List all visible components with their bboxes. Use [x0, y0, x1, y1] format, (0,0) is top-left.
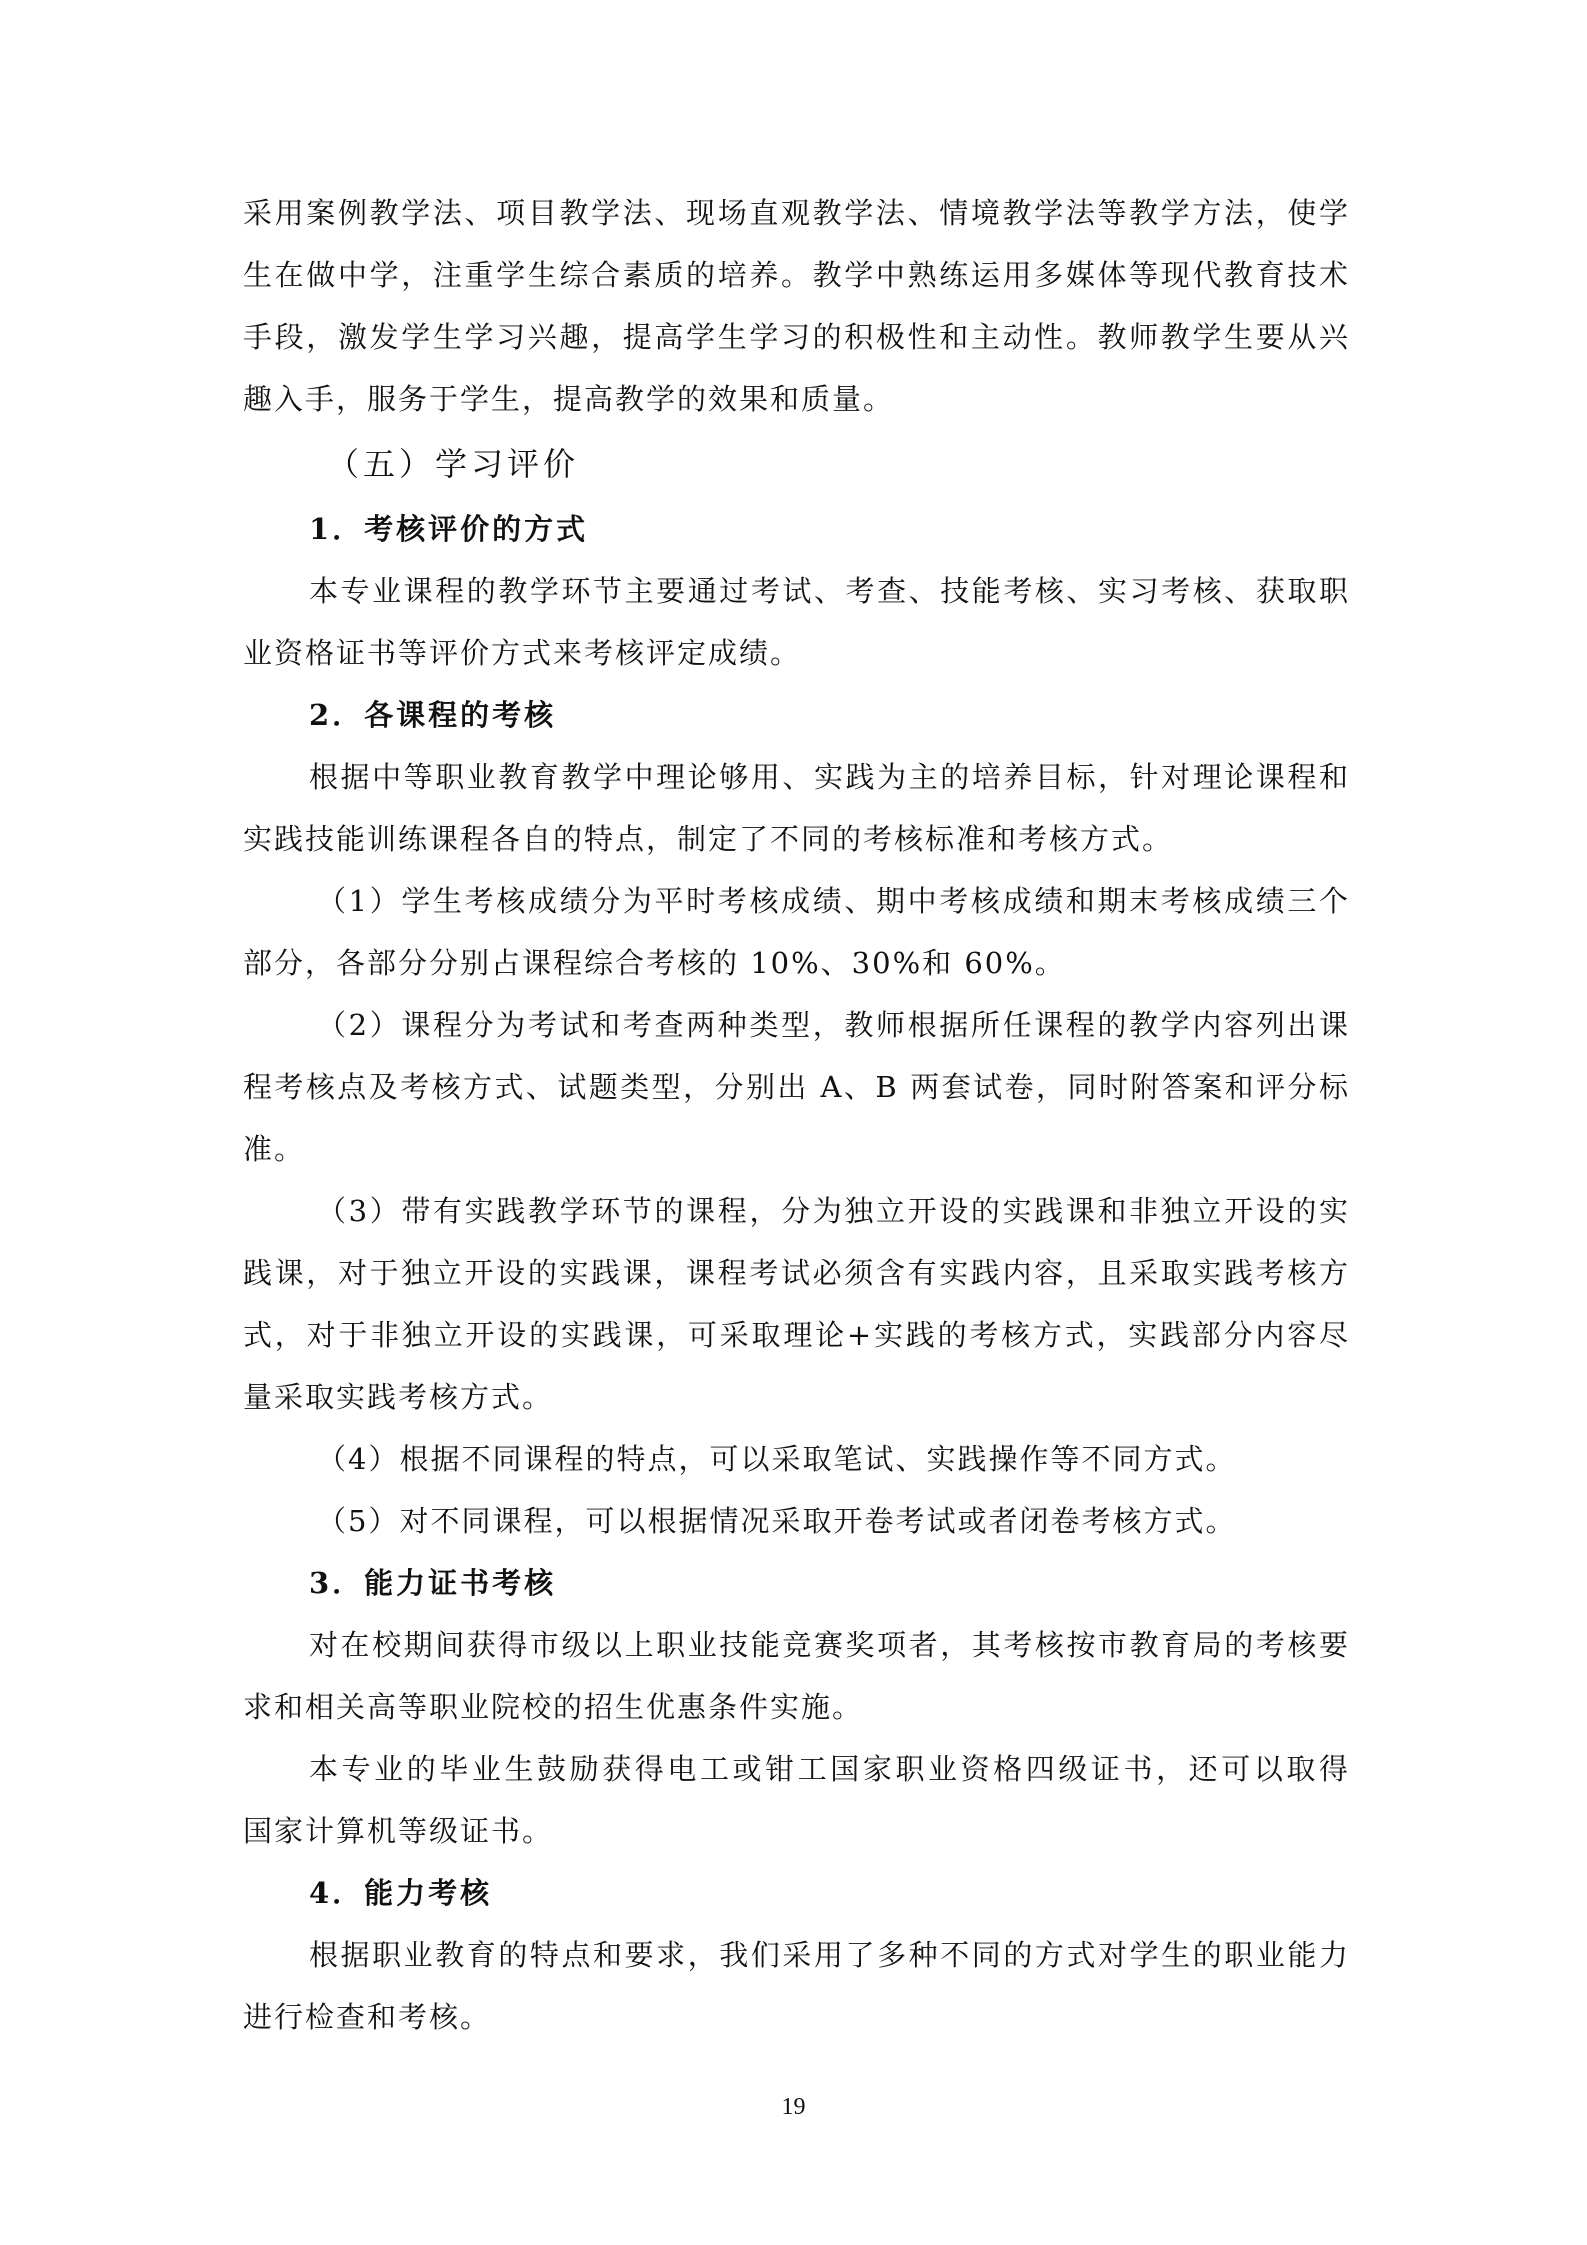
- subsection-heading: 2．各课程的考核: [309, 698, 557, 732]
- subsection-heading: 3．能力证书考核: [309, 1566, 557, 1600]
- text-line: 式，对于非独立开设的实践课，可采取理论+实践的考核方式，实践部分内容尽: [243, 1318, 1350, 1352]
- list-item-line: （1）学生考核成绩分为平时考核成绩、期中考核成绩和期末考核成绩三个: [317, 884, 1350, 918]
- text-line: 国家计算机等级证书。: [243, 1814, 554, 1848]
- text-line: 进行检查和考核。: [243, 2000, 492, 2034]
- text-line: 趣入手，服务于学生，提高教学的效果和质量。: [243, 382, 895, 416]
- subsection-heading: 1．考核评价的方式: [309, 512, 589, 546]
- list-item-line: （3）带有实践教学环节的课程，分为独立开设的实践课和非独立开设的实: [317, 1194, 1350, 1228]
- text-line: 对在校期间获得市级以上职业技能竞赛奖项者，其考核按市教育局的考核要: [309, 1628, 1350, 1662]
- text-line: 求和相关高等职业院校的招生优惠条件实施。: [243, 1690, 864, 1724]
- section-heading: （五）学习评价: [327, 445, 580, 483]
- text-line: 采用案例教学法、项目教学法、现场直观教学法、情境教学法等教学方法，使学: [243, 196, 1350, 230]
- text-line: 业资格证书等评价方式来考核评定成绩。: [243, 636, 802, 670]
- text-line: 准。: [243, 1132, 306, 1166]
- text-line: 本专业的毕业生鼓励获得电工或钳工国家职业资格四级证书，还可以取得: [309, 1752, 1350, 1786]
- text-line: 实践技能训练课程各自的特点，制定了不同的考核标准和考核方式。: [243, 822, 1174, 856]
- text-line: 根据中等职业教育教学中理论够用、实践为主的培养目标，针对理论课程和: [309, 760, 1350, 794]
- text-line: 根据职业教育的特点和要求，我们采用了多种不同的方式对学生的职业能力: [309, 1938, 1350, 1972]
- page-body: [243, 182, 1350, 2048]
- text-line: 程考核点及考核方式、试题类型，分别出 A、B 两套试卷，同时附答案和评分标: [243, 1070, 1350, 1104]
- text-line: 践课，对于独立开设的实践课，课程考试必须含有实践内容，且采取实践考核方: [243, 1256, 1350, 1290]
- page-number: 19: [781, 2094, 806, 2120]
- text-line: 生在做中学，注重学生综合素质的培养。教学中熟练运用多媒体等现代教育技术: [243, 258, 1350, 292]
- subsection-heading: 4．能力考核: [309, 1876, 493, 1910]
- text-line: 部分，各部分分别占课程综合考核的 10%、30%和 60%。: [243, 946, 1066, 980]
- text-line: 手段，激发学生学习兴趣，提高学生学习的积极性和主动性。教师教学生要从兴: [243, 320, 1350, 354]
- text-line: 本专业课程的教学环节主要通过考试、考查、技能考核、实习考核、获取职: [309, 574, 1350, 608]
- text-line: 量采取实践考核方式。: [243, 1380, 554, 1414]
- list-item-line: （5）对不同课程，可以根据情况采取开卷考试或者闭卷考核方式。: [317, 1504, 1237, 1538]
- list-item-line: （2）课程分为考试和考查两种类型，教师根据所任课程的教学内容列出课: [317, 1008, 1350, 1042]
- list-item-line: （4）根据不同课程的特点，可以采取笔试、实践操作等不同方式。: [317, 1442, 1237, 1476]
